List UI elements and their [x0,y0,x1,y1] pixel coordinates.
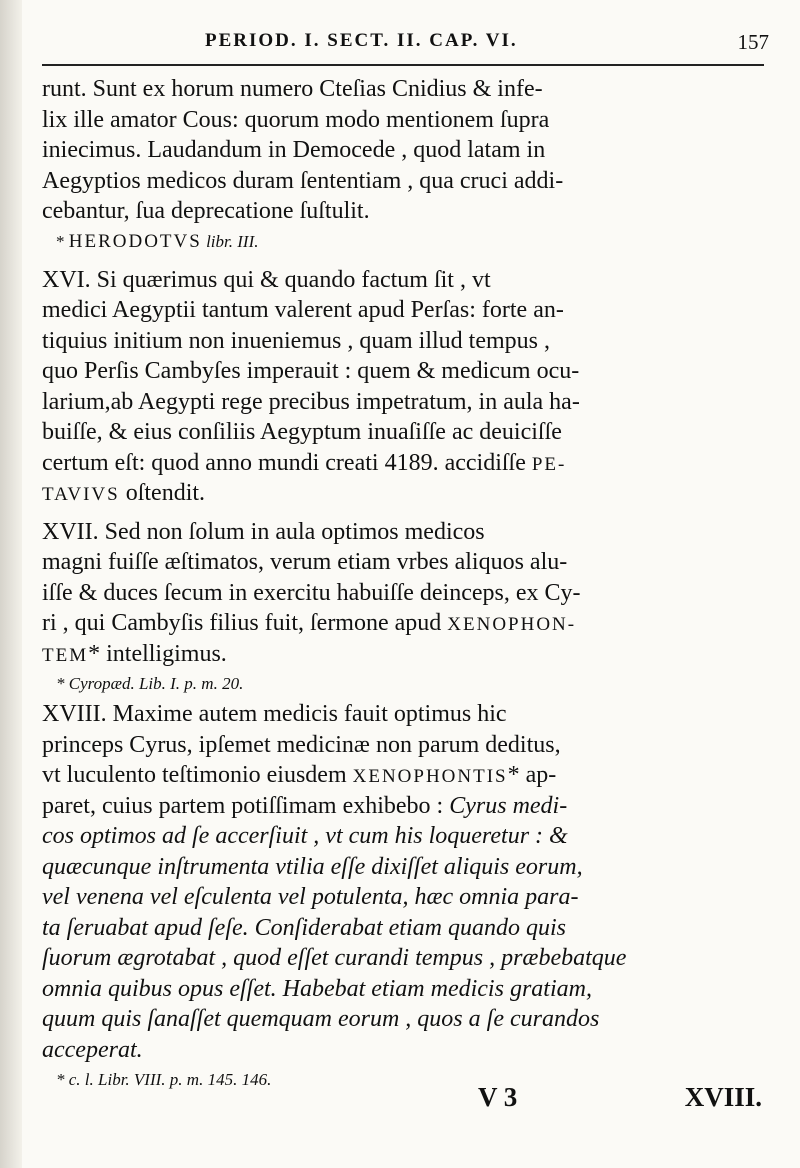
running-title: PERIOD. I. SECT. II. CAP. VI. [205,30,518,51]
quotation-line: cos optimos ad ſe accerſiuit , vt cum his loqueretur : & [42,823,568,849]
text-line [42,791,764,822]
text-line: iniecimus. Laudandum in Democede , quod latam in [42,137,546,163]
petavius-name-part1: PE- [531,453,567,475]
running-head [40,30,775,64]
xenophontis-name: XENOPHONTIS [352,766,508,787]
footnote-herodotus [42,227,764,257]
text-line: Aegyptios medicos duram ſententiam , qua cruci addi- [42,167,564,194]
text-line: quo Perſis Cambyſes imperauit : quem & medicum ocu- [42,358,580,384]
text-line: magni fuiſſe æſtimatos, verum etiam vrbes aliquos alu- [42,549,568,575]
quotation-line: omnia quibus opus eſſet. Habebat etiam medicis gratiam, [42,975,592,1002]
text-fragment: paret, cuius partem potiſſimam exhibebo : [42,792,450,819]
text-fragment: * intelligimus. [88,640,227,667]
text-line: runt. Sunt ex horum numero Cteſias Cnidius & infe- [42,76,543,102]
text-line: medici Aegyptii tantum valerent apud Perſas: forte an- [42,297,564,323]
text-line: larium,ab Aegypti rege precibus impetratum, in aula ha- [42,388,580,415]
quotation-line: ta ſeruabat apud ſeſe. Conſiderabat etiam quando quis [42,914,566,941]
text-line: buiſſe, & eius conſiliis Aegyptum inuaſiſſe ac deuiciſſe [42,419,562,445]
page-number: 157 [737,30,769,54]
footnote-cyropaedia: * Cyropæd. Lib. I. p. m. 20. [56,674,244,693]
text-line: iſſe & duces ſecum in exercitu habuiſſe deinceps, ex Cy- [42,579,581,606]
text-line [42,760,764,791]
section-xvii-line: XVII. Sed non ſolum in aula optimos medicos [42,518,485,545]
text-fragment: certum eſt: quod anno mundi creati 4189. accidiſſe [42,449,526,476]
text-line: princeps Cyrus, ipſemet medicinæ non parum deditus, [42,731,561,758]
section-xviii-line: XVIII. Maxime autem medicis fauit optimus hic [42,701,507,727]
signature-mark: V 3 [478,1082,518,1112]
section-gap [42,509,764,517]
xenophon-name: XENOPHON- [447,614,577,635]
text-line [42,608,764,639]
text-fragment: ri , qui Cambyſis filius fuit, ſermone apud [42,610,448,636]
text-line: cebantur, ſua deprecatione ſuſtulit. [42,198,370,224]
section-gap [42,257,764,265]
text-line [42,639,764,670]
petavius-name-part2: TAVIVS [42,484,120,505]
text-line [42,448,764,479]
catchword: XVIII. [684,1082,762,1112]
text-fragment: oſtendit. [119,480,206,506]
text-line [42,478,764,509]
quotation-line: vel venena vel eſculenta vel potulenta, hæc omnia para- [42,884,579,910]
section-xvi-line: XVI. Si quærimus qui & quando factum ſit , vt [42,266,491,293]
footnote-reference: libr. III. [206,231,259,251]
page-gutter-shadow [0,0,22,1168]
text-fragment: * ap- [507,762,557,788]
quotation-line: acceperat. [42,1036,143,1063]
footnote-mark: * [56,231,65,251]
quotation-start: Cyrus medi- [449,792,568,819]
page-body [42,74,764,1095]
footnote-libr-viii: * c. l. Libr. VIII. p. m. 145. 146. [56,1070,272,1089]
footnote-author: HERODOTVS [68,230,202,252]
quotation-line: ſuorum ægrotabat , quod eſſet curandi tempus , præbebatque [42,945,627,971]
quotation-line: quum quis ſanaſſet quemquam eorum , quos a ſe curandos [42,1006,600,1032]
text-fragment: vt luculento teſtimonio eiusdem [42,762,353,788]
xenophon-name-end: TEM [42,644,89,666]
text-line: tiquius initium non inueniemus , quam illud tempus , [42,327,550,354]
text-line: lix ille amator Cous: quorum modo mentionem ſupra [42,106,550,133]
header-rule [42,64,764,66]
quotation-line: quæcunque inſtrumenta vtilia eſſe dixiſſet aliquis eorum, [42,853,583,880]
